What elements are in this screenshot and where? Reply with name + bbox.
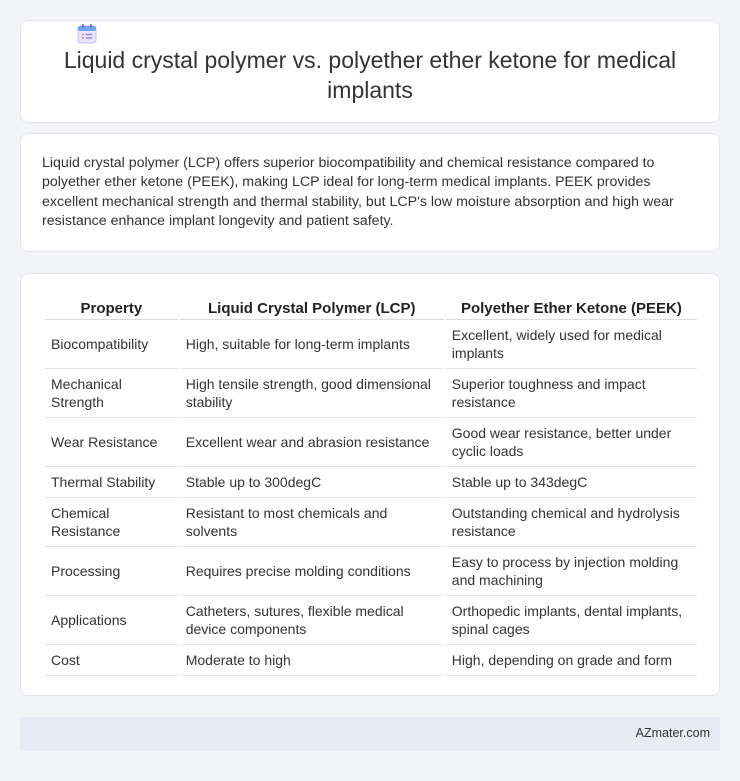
table-row: [45, 418, 697, 467]
table-row: [45, 369, 697, 418]
row-peek: High, depending on grade and form: [446, 645, 697, 676]
summary-card: [20, 133, 720, 252]
footer-brand[interactable]: AZmater.com: [635, 726, 710, 740]
row-lcp: Excellent wear and abrasion resistance: [180, 418, 444, 467]
header-lcp: Liquid Crystal Polymer (LCP): [180, 294, 444, 320]
header-peek: Polyether Ether Ketone (PEEK): [446, 294, 697, 320]
comparison-table: [43, 294, 699, 676]
table-row: [45, 596, 697, 645]
comparison-card: [20, 273, 720, 696]
table-row: [45, 645, 697, 676]
footer-bar: [20, 717, 720, 751]
row-peek: Stable up to 343degC: [446, 467, 697, 498]
row-property: Thermal Stability: [45, 467, 178, 498]
row-lcp: Resistant to most chemicals and solvents: [180, 498, 444, 547]
row-peek: Excellent, widely used for medical implants: [446, 320, 697, 369]
row-peek: Superior toughness and impact resistance: [446, 369, 697, 418]
row-peek: Good wear resistance, better under cyclic loads: [446, 418, 697, 467]
summary-paragraph: Liquid crystal polymer (LCP) offers superior biocompatibility and chemical resistance compared to polyether ether ketone (PEEK), making LCP ideal for long-term medical implants. PEEK provides excellent mechanical strength and thermal stability, but LCP's low moisture absorption and high wear resistance enhance implant longevity and patient safety.: [42, 155, 674, 230]
row-lcp: Catheters, sutures, flexible medical device components: [180, 596, 444, 645]
row-property: Cost: [45, 645, 178, 676]
row-property: Processing: [45, 547, 178, 596]
calendar-list-icon: [76, 23, 98, 45]
header-property: Property: [45, 294, 178, 320]
row-peek: Easy to process by injection molding and machining: [446, 547, 697, 596]
row-property: Mechanical Strength: [45, 369, 178, 418]
row-lcp: High tensile strength, good dimensional stability: [180, 369, 444, 418]
row-property: Applications: [45, 596, 178, 645]
row-lcp: Requires precise molding conditions: [180, 547, 444, 596]
row-lcp: Moderate to high: [180, 645, 444, 676]
table-header-row: [45, 294, 697, 320]
row-peek: Outstanding chemical and hydrolysis resistance: [446, 498, 697, 547]
row-property: Wear Resistance: [45, 418, 178, 467]
table-row: [45, 320, 697, 369]
table-row: [45, 547, 697, 596]
table-row: [45, 498, 697, 547]
table-row: [45, 467, 697, 498]
row-property: Biocompatibility: [45, 320, 178, 369]
row-peek: Orthopedic implants, dental implants, spinal cages: [446, 596, 697, 645]
row-lcp: High, suitable for long-term implants: [180, 320, 444, 369]
row-lcp: Stable up to 300degC: [180, 467, 444, 498]
title-card: [20, 20, 720, 123]
row-property: Chemical Resistance: [45, 498, 178, 547]
page-title: Liquid crystal polymer vs. polyether ether ketone for medical implants: [63, 47, 677, 103]
